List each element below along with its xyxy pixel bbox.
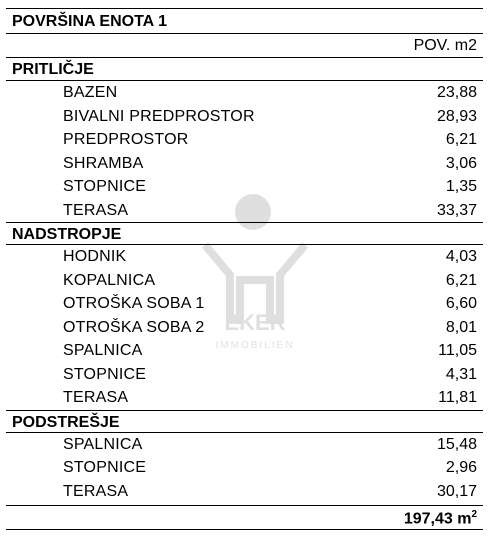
room-area: 2,96 — [445, 459, 477, 476]
room-area: 4,03 — [445, 248, 477, 265]
room-name: PREDPROSTOR — [63, 131, 189, 148]
unit-header: POV. m2 — [413, 37, 477, 54]
table-row — [6, 269, 483, 293]
table-row — [6, 480, 483, 504]
section-header — [6, 222, 483, 245]
room-name: KOPALNICA — [63, 271, 156, 289]
room-name: OTROŠKA SOBA 1 — [63, 295, 205, 312]
room-name: STOPNICE — [63, 365, 147, 383]
room-name: SPALNICA — [63, 435, 143, 453]
table-row — [6, 292, 483, 316]
area-table — [6, 8, 483, 530]
total-value: 197,43 $m^2$ — [403, 509, 477, 528]
room-area: 11,81 — [438, 389, 477, 406]
room-name: BAZEN — [63, 84, 118, 101]
section-header — [6, 410, 483, 433]
room-area: 28,93 — [436, 107, 477, 125]
room-area: 30,17 — [436, 482, 477, 500]
unit-header-row — [6, 34, 483, 58]
table-row — [6, 386, 483, 410]
room-area: 6,60 — [445, 295, 477, 312]
table-row — [6, 199, 483, 223]
room-name: OTROŠKA SOBA 2 — [63, 318, 205, 336]
table-row — [6, 363, 483, 387]
total-row — [6, 505, 483, 530]
table-row — [6, 456, 483, 480]
room-area: 8,01 — [445, 318, 477, 336]
room-name: STOPNICE — [63, 459, 147, 476]
table-row — [6, 339, 483, 363]
room-area: 11,05 — [438, 342, 477, 359]
room-area: 23,88 — [436, 84, 477, 101]
watermark-subtext: IMMOBILIEN — [215, 340, 295, 351]
table-row — [6, 152, 483, 176]
table-row — [6, 81, 483, 105]
room-name: STOPNICE — [63, 178, 147, 195]
room-area: 6,21 — [445, 271, 477, 289]
room-area: 1,35 — [445, 178, 477, 195]
section-title: PRITLIČJE — [12, 61, 94, 78]
room-area: 15,48 — [436, 435, 477, 453]
table-row — [6, 105, 483, 129]
room-name: SHRAMBA — [63, 154, 144, 172]
room-name: HODNIK — [63, 248, 127, 265]
room-area: 33,37 — [436, 201, 477, 219]
section-title: NADSTROPJE — [12, 226, 122, 243]
table-title: POVRŠINA ENOTA 1 — [12, 13, 167, 30]
section-header — [6, 58, 483, 81]
table-row — [6, 175, 483, 199]
table-row — [6, 245, 483, 269]
table-row — [6, 128, 483, 152]
section-title: PODSTREŠJE — [12, 413, 120, 431]
room-name: TERASA — [63, 389, 129, 406]
table-title-row — [6, 8, 483, 34]
table-row — [6, 433, 483, 457]
room-name: SPALNICA — [63, 342, 143, 359]
room-area: 3,06 — [445, 154, 477, 172]
sections-container — [6, 58, 483, 503]
watermark-text: EKER — [224, 310, 286, 335]
room-area: 6,21 — [445, 131, 477, 148]
room-name: TERASA — [63, 201, 129, 219]
room-name: BIVALNI PREDPROSTOR — [63, 107, 255, 125]
table-row — [6, 316, 483, 340]
room-area: 4,31 — [445, 365, 477, 383]
room-name: TERASA — [63, 482, 129, 500]
